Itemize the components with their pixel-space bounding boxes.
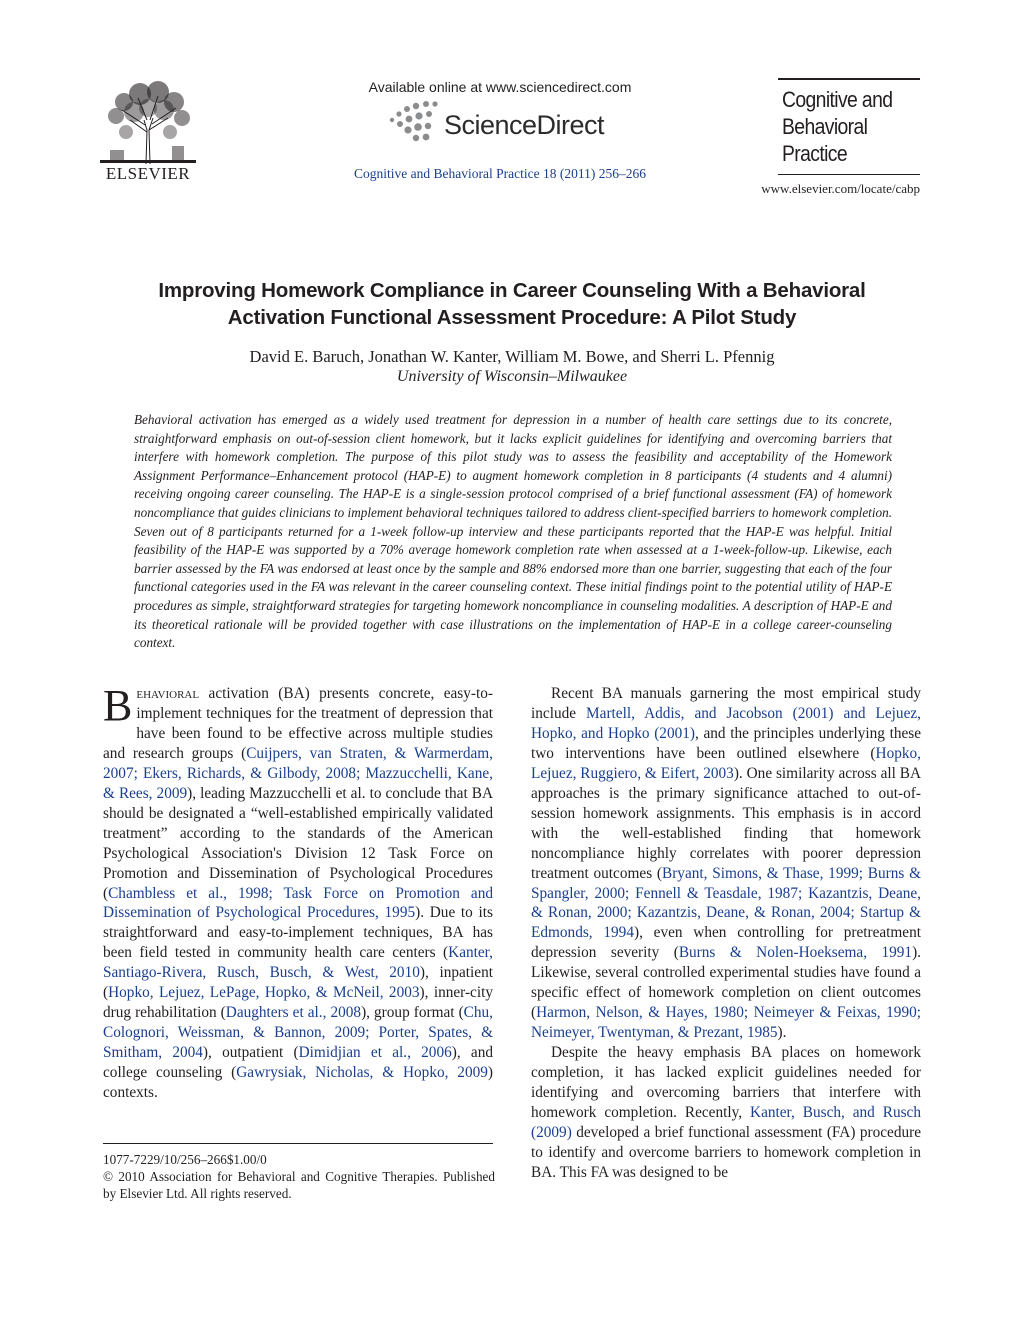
citation-link[interactable]: Dimidjian et al., 2006: [298, 1044, 452, 1062]
issn-line: 1077-7229/10/256–266$1.00/0: [103, 1152, 267, 1167]
citation-link[interactable]: Bryant, Simons, & Thase, 1999; Burns & Spangler, 2000; Fennell & Teasdale, 1987; Kazantzis, Deane, & Ronan, 2000; Kazantzis, Deane, & Ronan, 2004; Startup & Edmonds, 1994: [531, 864, 921, 942]
publisher-name: ELSEVIER: [105, 164, 191, 183]
citation-link[interactable]: Martell, Addis, and Jacobson (2001) and Lejuez, Hopko, and Hopko (2001): [531, 704, 921, 742]
body-column-left: [103, 681, 494, 1103]
body-column-right: [531, 684, 921, 1183]
article-title: Improving Homework Compliance in Career Counseling With a Behavioral Activation Functional Assessment Procedure: A Pilot Study: [158, 279, 866, 329]
copyright-line: © 2010 Association for Behavioral and Cognitive Therapies. Published by Elsevier Ltd. All rights reserved.: [103, 1169, 495, 1202]
citation-link[interactable]: Hopko, Lejuez, LePage, Hopko, & McNeil, 2003: [108, 984, 420, 1002]
citation-link[interactable]: Chu, Colognori, Weissman, & Bannon, 2009; Porter, Spates, & Smitham, 2004: [103, 1004, 493, 1062]
affiliation: University of Wisconsin–Milwaukee: [396, 368, 628, 385]
citation-link[interactable]: Burns & Nolen-Hoeksema, 1991: [678, 944, 913, 962]
citation-link[interactable]: Kanter, Santiago-Rivera, Rusch, Busch, & West, 2010: [103, 944, 493, 982]
copyright-footnote: [103, 1151, 495, 1203]
citation-link[interactable]: Hopko, Lejuez, Ruggiero, & Eifert, 2003: [531, 744, 921, 782]
author-list: David E. Baruch, Jonathan W. Kanter, William M. Bowe, and Sherri L. Pfennig: [249, 347, 775, 366]
footnote-divider: [103, 1143, 493, 1144]
citation-link[interactable]: Gawrysiak, Nicholas, & Hopko, 2009: [236, 1064, 488, 1082]
sciencedirect-dots-icon: [386, 100, 442, 146]
citation-link[interactable]: Cuijpers, van Straten, & Warmerdam, 2007; Ekers, Richards, & Gilbody, 2008; Mazzucchelli, Kane, & Rees, 2009: [103, 744, 493, 802]
journal-citation[interactable]: Cognitive and Behavioral Practice 18 (2011) 256–266: [354, 166, 646, 181]
citation-link[interactable]: Daughters et al., 2008: [225, 1004, 362, 1022]
sciencedirect-logo[interactable]: [386, 100, 622, 146]
journal-masthead: [778, 78, 920, 175]
journal-title: Cognitive and Behavioral Practice: [782, 87, 893, 166]
sciencedirect-wordmark: ScienceDirect: [444, 110, 605, 140]
tree-icon: [100, 80, 196, 164]
drop-cap: B: [103, 681, 133, 730]
abstract: Behavioral activation has emerged as a widely used treatment for depression in a number of health care settings due to its concrete, straightforward emphasis on out-of-session client homework, but it lacks explicit guidelines for identifying and overcoming barriers that interfere with homework completion. The purpose of this pilot study was to assess the feasibility and acceptability of the Homework Assignment Performance–Enhancement protocol (HAP-E) to augment homework completion in 8 participants (4 students and 4 alumni) receiving ongoing career counseling. The HAP-E is a single-session protocol comprised of a brief functional assessment (FA) of homework noncompliance that guides clinicians to implement behavioral techniques tailored to address client-specified barriers to homework completion. Seven out of 8 participants returned for a 1-week follow-up interview and these participants reported that the HAP-E was helpful. Initial feasibility of the HAP-E was supported by a 70% average homework completion rate when assessed at a 1-week-follow-up. Likewise, each barrier assessed by the FA was endorsed at least once by the sample and 88% endorsed more than one barrier, suggesting that each of the four functional categories used in the FA was relevant in the career counseling context. These initial findings point to the potential utility of HAP-E procedures as simple, straightforward strategies for targeting homework noncompliance in counseling modalities. A description of HAP-E and its theoretical rationale will be provided together with case illustrations on the implementation of HAP-E in a college career-counseling context.: [134, 412, 892, 651]
available-online-text: Available online at www.sciencedirect.com: [368, 79, 632, 95]
journal-url[interactable]: www.elsevier.com/locate/cabp: [761, 181, 920, 196]
citation-link[interactable]: Harmon, Nelson, & Hayes, 1980; Neimeyer & Feixas, 1990; Neimeyer, Twentyman, & Prezant, 1985: [531, 1004, 921, 1042]
paragraph: Despite the heavy emphasis BA places on homework completion, it has lacked explicit guidelines needed for identifying and overcoming barriers that interfere with homework completion. Recently, Kanter, Busch, and Rusch (2009) developed a brief functional assessment (FA) procedure to identify and overcome barriers to homework completion in BA. This FA was designed to be: [531, 1044, 921, 1181]
citation-link[interactable]: Kanter, Busch, and Rusch (2009): [531, 1104, 921, 1141]
paragraph: Recent BA manuals garnering the most empirical study include Martell, Addis, and Jacobson (2001) and Lejuez, Hopko, and Hopko (2001), and the principles underlying these two interventions have been outlined elsewhere (Hopko, Lejuez, Ruggiero, & Eifert, 2003). One similarity across all BA approaches is the primary significance attached to out-of-session homework assignments. This emphasis is in accord with the well-established finding that homework noncompliance highly correlates with poorer depression treatment outcomes (Bryant, Simons, & Thase, 1999; Burns & Spangler, 2000; Fennell & Teasdale, 1987; Kazantzis, Deane, & Ronan, 2000; Kazantzis, Deane, & Ronan, 2004; Startup & Edmonds, 1994), even when controlling for pretreatment depression severity (Burns & Nolen-Hoeksema, 1991). Likewise, several controlled experimental studies have found a specific effect of homework completion on client outcomes (Harmon, Nelson, & Hayes, 1980; Neimeyer & Feixas, 1990; Neimeyer, Twentyman, & Prezant, 1985).: [531, 685, 921, 1042]
citation-link[interactable]: Chambless et al., 1998; Task Force on Promotion and Dissemination of Psychological Procedures, 1995: [103, 884, 493, 922]
paragraph: Behavioral activation (BA) presents concrete, easy-to-implement techniques for the treatment of depression that have been found to be effective across multiple studies and research groups (Cuijpers, van Straten, & Warmerdam, 2007; Ekers, Richards, & Gilbody, 2008; Mazzucchelli, Kane, & Rees, 2009), leading Mazzucchelli et al. to conclude that BA should be designated a “well-established empirically validated treatment” according to the standards of the American Psychological Association's Division 12 Task Force on Promotion and Dissemination of Psychological Procedures (Chambless et al., 1998; Task Force on Promotion and Dissemination of Psychological Procedures, 1995). Due to its straightforward and easy-to-implement techniques, BA has been field tested in community health care centers (Kanter, Santiago-Rivera, Rusch, Busch, & West, 2010), inpatient (Hopko, Lejuez, LePage, Hopko, & McNeil, 2003), inner-city drug rehabilitation (Daughters et al., 2008), group format (Chu, Colognori, Weissman, & Bannon, 2009; Porter, Spates, & Smitham, 2004), outpatient (Dimidjian et al., 2006), and college counseling (Gawrysiak, Nicholas, & Hopko, 2009) contexts.: [103, 681, 494, 1102]
